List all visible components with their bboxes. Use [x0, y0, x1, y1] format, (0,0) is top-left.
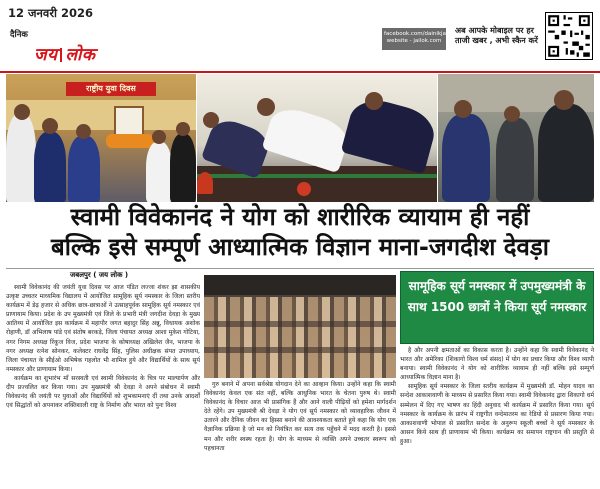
photo-yoga-stage[interactable]	[197, 74, 437, 202]
newspaper-logo[interactable]	[34, 42, 95, 65]
article-column-1	[6, 283, 200, 485]
building-backdrop	[204, 275, 396, 295]
row-shadow	[204, 321, 396, 327]
event-banner: राष्ट्रीय युवा दिवस	[66, 82, 156, 96]
person-figure	[262, 103, 353, 173]
logo-part-2: लोक	[65, 45, 96, 65]
paragraph: गुरु बनाने में अपना सर्वश्रेष्ठ योगदान देने का आव्हान किया। उन्होंने कहा कि स्वामी विवेकानंद केवल एक संत नहीं, बल्कि आधुनिक भारत के चेतना पुरुष थे। स्वामी विवेकानंद के विचार आज भी प्रासंगिक हैं और आने वाली पीढ़ियों को हमेशा मार्गदर्शन देते रहेंगे। उप मुख्यमंत्री श्री देवड़ा ने योग एवं सूर्य नमस्कार को व्यावहारिक जीवन में उतारने और दैनिक जीवन का हिस्सा बनाने की आवश्यकता बताते हुये कहा कि योग एक वैज्ञानिक प्रक्रिया है जो मन को नियंत्रित कर सत्य तक पहुँचने में मदद करती है। इससे मन और शरीर स्वस्थ रहता है। योग के माध्यम से व्यक्ति अपने उच्चतर स्वरूप को पहचानता	[204, 381, 396, 452]
headline-line-1: स्वामी विवेकानंद ने योग को शारीरिक व्यायाम ही नहीं	[70, 203, 530, 231]
scan-promo-text: अब आपके मोबाइल पर हर ताजी खबर , अभी स्कैन करें	[455, 26, 538, 45]
social-links-strip[interactable]: facebook.com/dainikjailok website - jailok.com	[382, 28, 446, 50]
person-head	[504, 106, 520, 122]
stage-floor	[197, 166, 437, 202]
person-figure	[538, 104, 594, 202]
masthead-rule	[0, 71, 600, 73]
person-head	[203, 112, 219, 128]
paragraph: कार्यक्रम का शुभारंभ माँ सरस्वती एवं स्वामी विवेकानंद के चित्र पर माल्यार्पण और दीप प्रज्वलित कर किया गया। उप मुख्यमंत्री श्री देवड़ा ने अपने संबोधन में स्वामी विवेकानंद की जयंती पर युवाओं और विद्यार्थियों को शुभकामनाएं दीं तथा उनके आदर्शों एवं सिद्धांतों को अपनाकर शक्तिशाली राष्ट्र के निर्माण और भारत को पुनः विश्व	[6, 374, 200, 410]
person-figure	[442, 114, 490, 202]
logo-divider	[60, 48, 62, 62]
photo-students-yoga[interactable]	[204, 275, 396, 378]
person-figure	[341, 94, 437, 174]
sub-headline-box: सामूहिक सूर्य नमस्कार में उपमुख्यमंत्री के साथ 1500 छात्रों ने किया सूर्य नमस्कार	[400, 271, 594, 344]
photo-stage-ceremony[interactable]	[6, 74, 196, 202]
headline-line-2: बल्कि इसे सम्पूर्ण आध्यात्मिक विज्ञान माना-जगदीश देवड़ा	[51, 233, 549, 261]
garland	[106, 134, 154, 148]
person-head	[365, 92, 383, 110]
person-head	[176, 122, 190, 136]
photo-officials[interactable]	[438, 74, 594, 202]
person-head	[257, 98, 275, 116]
person-figure	[170, 134, 196, 202]
flower-pot	[297, 182, 311, 196]
person-head	[76, 124, 91, 139]
person-figure	[146, 142, 172, 202]
backdrop	[6, 100, 196, 130]
logo-part-1: जय	[34, 45, 58, 65]
person-head	[152, 130, 166, 144]
daink-label: दैनिक	[10, 30, 28, 40]
green-mat	[197, 174, 437, 178]
person-figure	[6, 114, 36, 202]
article-column-2	[204, 380, 396, 485]
paragraph: स्वामी विवेकानंद की जयंती युवा दिवस पर आज पंडित लज्जा शंकर झा शासकीय उत्कृष्ट उच्चतर माध्यमिक विद्यालय में आयोजित सामूहिक सूर्य नमस्कार के जिला स्तरीय कार्यक्रम में डेढ़ हजार से अधिक छात्र-छात्राओं ने उत्साहपूर्वक सामूहिक सूर्य नमस्कार एवं प्राणायाम किया। प्रदेश के उप मुख्यमंत्री एवं जिले के प्रभारी मंत्री जगदीश देवड़ा के मुख्य आतिथ्य में आयोजित इस कार्यक्रम में महापौर जगत बहादुर सिंह अन्नू, विधायक अशोक रोहाणी, डॉ अभिलाष पांडे एवं संतोष बरकड़े, जिला पंचायत अध्यक्ष आशा मुकेश गोटिया, नगर निगम अध्यक्ष रिंकूज विज, प्रदेश भाजपा के कोषाध्यक्ष अखिलेश जैन, भाजपा के नगर अध्यक्ष रत्नेश सोनकर, कलेक्टर राघवेंद्र सिंह, पुलिस अधीक्षक संपत उपाध्याय, जिला पंचायत के सीईओ अभिषेक गहलोत भी शामिल हुये और विद्यार्थियों के साथ सूर्य नमस्कार और प्राणायाम किया।	[6, 284, 200, 373]
article-column-3	[400, 346, 594, 485]
person-head	[42, 118, 58, 134]
students-rows	[204, 297, 396, 378]
paragraph: सामूहिक सूर्य नमस्कार के जिला स्तरीय कार्यक्रम में मुख्यमंत्री डॉ. मोहन यादव का सन्देश आकाशवाणी के माध्यम से प्रसारित किया गया। स्वामी विवेकानंद द्वारा शिकागो धर्म सम्मेलन में दिए गए भाषण का हिंदी अनुवाद भी कार्यक्रम में प्रसारित किया गया। सूर्य नमस्कार के कार्यक्रम के प्रारंभ में राष्ट्रगीत वन्देमातरम का रेडियो से प्रसारण किया गया। आकाशवाणी भोपाल से प्रसारित सन्देश के अनुरूप स्कूली बच्चों ने सूर्य नमस्कार के आसन किये साथ ही प्राणायाम भी किया। कार्यक्रम का समापन राष्ट्रगान की प्रस्तुति से हुआ।	[400, 383, 594, 445]
person-figure	[68, 136, 100, 202]
qr-code-icon[interactable]	[545, 12, 593, 60]
person-head	[14, 104, 30, 120]
paragraph: है और अपनी क्षमताओं का विकास करता है। उन्होंने कहा कि स्वामी विवेकानंद ने भारत और अमेरिका (शिकागो विश्व धर्म संसद) में योग का प्रचार किया और विश्व व्यापी बनाया। स्वामी विवेकानंद ने योग को शारीरिक व्यायाम ही नहीं बल्कि इसे सम्पूर्ण आध्यात्मिक विज्ञान माना है।	[400, 347, 594, 382]
headline-rule	[6, 268, 594, 269]
row-shadow	[204, 347, 396, 353]
person-head	[454, 100, 472, 118]
flower-pot	[197, 172, 213, 194]
dateline: जबलपुर ( जय लोक )	[70, 271, 129, 279]
main-headline	[6, 202, 594, 266]
masthead	[0, 0, 600, 72]
person-figure	[496, 118, 534, 202]
person-figure	[34, 132, 66, 202]
issue-date: 12 जनवरी 2026	[8, 6, 94, 20]
person-head	[554, 90, 574, 110]
